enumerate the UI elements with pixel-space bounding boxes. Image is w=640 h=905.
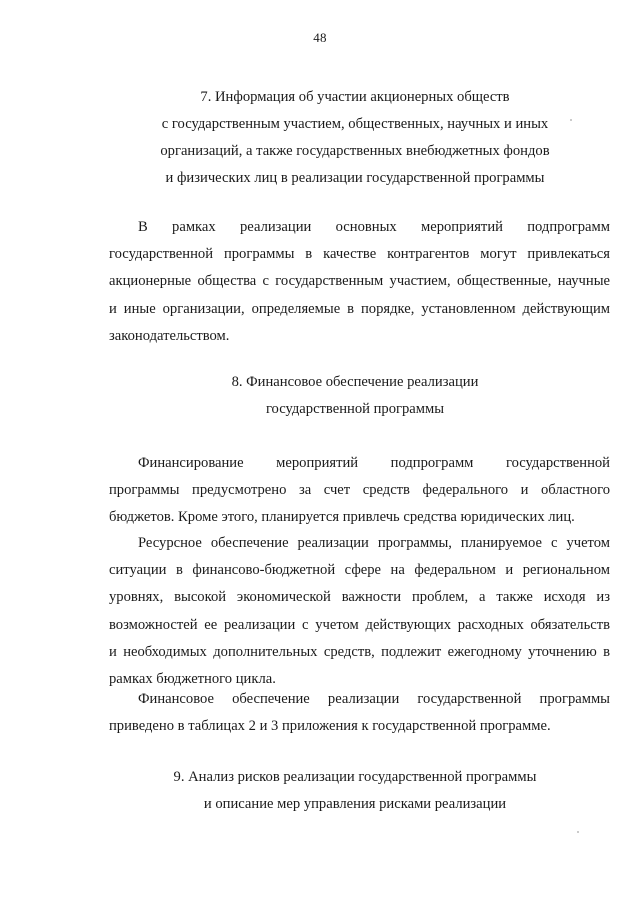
- heading-line: государственной программы: [265, 401, 445, 417]
- section-8-paragraph-2: [109, 530, 610, 693]
- section-8-paragraph-3: [109, 686, 610, 740]
- paragraph-line: Финансирование мероприятий подпрограмм государственной: [138, 455, 610, 471]
- heading-line: 9. Анализ рисков реализации государственной программы: [173, 769, 537, 785]
- paragraph-line: ситуации в финансово-бюджетной сфере на федеральном и региональном: [109, 562, 610, 579]
- heading-line: организаций, а также государственных внебюджетных фондов: [160, 143, 550, 159]
- paragraph-line: Ресурсное обеспечение реализации программы, планируемое с учетом: [138, 535, 610, 551]
- paragraph-line: программы предусмотрено за счет средств федерального и областного: [109, 482, 610, 499]
- scan-speck: [570, 119, 572, 121]
- heading-line: с государственным участием, общественных, научных и иных: [161, 116, 549, 132]
- paragraph-line: и иные организации, определяемые в порядке, установленном действующим: [109, 300, 610, 317]
- paragraph-line: бюджетов. Кроме этого, планируется привлечь средства юридических лиц.: [109, 509, 575, 526]
- paragraph-line: возможностей ее реализации с учетом действующих расходных обязательств: [109, 616, 610, 633]
- section-8-heading: [100, 369, 610, 423]
- paragraph-line: акционерные общества с государственным участием, общественные, научные: [109, 273, 610, 290]
- section-7-heading: [100, 84, 610, 192]
- paragraph-line: и необходимых дополнительных средств, подлежит ежегодному уточнению в: [109, 643, 610, 660]
- paragraph-line: приведено в таблицах 2 и 3 приложения к государственной программе.: [109, 718, 551, 735]
- paragraph-line: рамках бюджетного цикла.: [109, 670, 276, 687]
- section-7-paragraph: [109, 214, 610, 350]
- paragraph-line: государственной программы в качестве контрагентов могут привлекаться: [109, 246, 610, 263]
- paragraph-line: В рамках реализации основных мероприятий подпрограмм: [138, 219, 610, 235]
- heading-line: 8. Финансовое обеспечение реализации: [231, 374, 479, 390]
- paragraph-line: Финансовое обеспечение реализации государственной программы: [138, 691, 610, 707]
- paragraph-line: уровнях, высокой экономической важности проблем, а также исходя из: [109, 589, 610, 606]
- paragraph-line: законодательством.: [109, 327, 230, 344]
- scan-speck: [577, 831, 579, 833]
- section-9-heading: [100, 764, 610, 818]
- page-number: 48: [313, 30, 327, 45]
- heading-line: и физических лиц в реализации государственной программы: [165, 170, 545, 186]
- heading-line: 7. Информация об участии акционерных обществ: [200, 89, 510, 105]
- heading-line: и описание мер управления рисками реализации: [203, 796, 507, 812]
- section-8-paragraph-1: [109, 450, 610, 532]
